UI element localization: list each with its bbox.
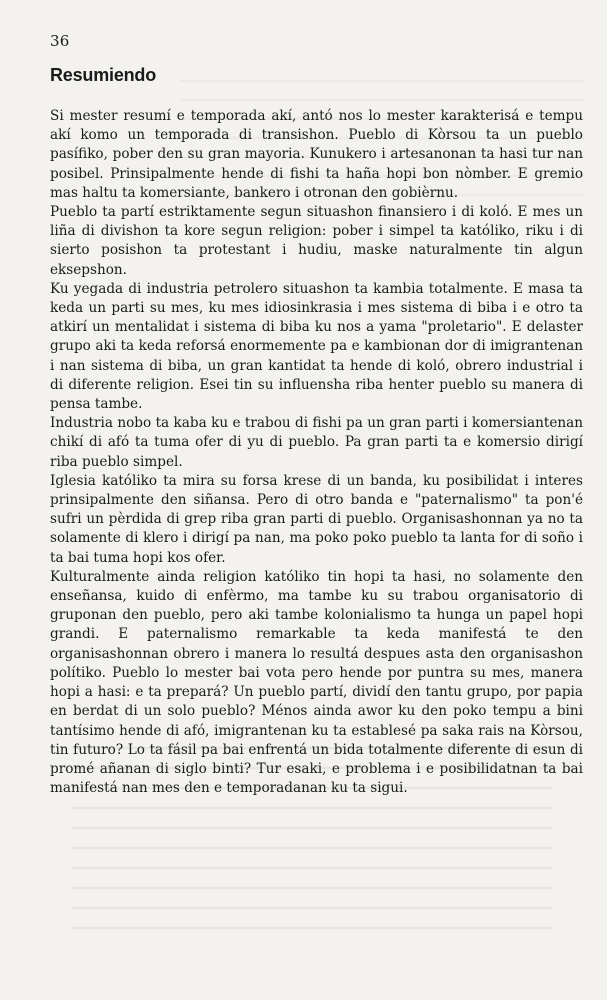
section-heading: Resumiendo <box>50 65 157 85</box>
paragraph-1: Si mester resumí e temporada akí, antó nos lo mester karakterisá e tempu akí komo un temporada di transishon. Pueblo di Kòrsou ta un pueblo pasífiko, pober den su gran mayoria. Kunukero i artesanonan ta hasi tur nan posibel. Prinsipalmente hende di fishi ta haña hopi bon nòmber. E gremio mas haltu ta komersiante, bankero i otronan den gobièrnu. <box>50 108 583 201</box>
paragraph-5: Iglesia katóliko ta mira su forsa krese di un banda, ku posibilidat i interes prinsipalmente den siñansa. Pero di otro banda e "paternalismo" ta pon'é sufri un pèrdida di grep riba gran parti di pueblo. Organisashonnan ya no ta solamente di klero i dirigí pa nan, ma poko poko pueblo ta lanta for di soño i ta bai tuma hopi kos ofer. <box>50 472 583 566</box>
page-number: 36 <box>50 32 70 50</box>
body-text <box>50 107 583 798</box>
paragraph-2: Pueblo ta partí estriktamente segun situashon finansiero i di koló. E mes un liña di divishon ta kore segun religion: pober i simpel ta katóliko, riku i di sierto posishon ta protestant i hudiu, maske naturalmente tin algun eksepshon. <box>50 204 583 278</box>
paragraph-4: Industria nobo ta kaba ku e trabou di fishi pa un gran parti i komersiantenan chikí di afó ta tuma ofer di yu di pueblo. Pa gran parti ta e komersio dirigí riba pueblo simpel. <box>50 415 583 470</box>
paragraph-6: Kulturalmente ainda religion katóliko tin hopi ta hasi, no solamente den enseñansa, kuido di enfèrmo, ma tambe ku su trabou organisatorio di gruponan den pueblo, pero aki tambe kolonialismo ta hunga un papel hopi grandi. E paternalismo remarkable ta keda manifestá te den organisashonnan obrero i manera lo resultá despues asta den organisashon polítiko. Pueblo lo mester bai vota pero hende por puntra su mes, manera hopi a hasi: e ta prepará? Un pueblo partí, dividí den tantu grupo, por papia en berdat di un solo pueblo? Ménos ainda awor ku den poko tempu a bini tantísimo hende di afó, imigrantenan ku ta establesé pa saka rais na Kòrsou, tin futuro? Lo ta fásil pa bai enfrentá un bida totalmente diferente di esun di promé añanan di siglo binti? Tur esaki, e problema i e posibilidatnan ta bai manifestá nan mes den e temporadanan ku ta sigui. <box>50 568 583 797</box>
paragraph-3: Ku yegada di industria petrolero situashon ta kambia totalmente. E masa ta keda un parti su mes, ku mes idiosinkrasia i mes sistema di biba i e otro ta atkirí un mentalidat i sistema di biba ku nos a yama "proletario". E delaster grupo aki ta keda reforsá enormemente pa e kambionan dor di imigrantenan i nan sistema di biba, un gran kantidat ta hende di koló, obrero industrial i di diferente religion. Esei tin su influensha riba henter pueblo su manera di pensa tambe. <box>50 280 583 413</box>
